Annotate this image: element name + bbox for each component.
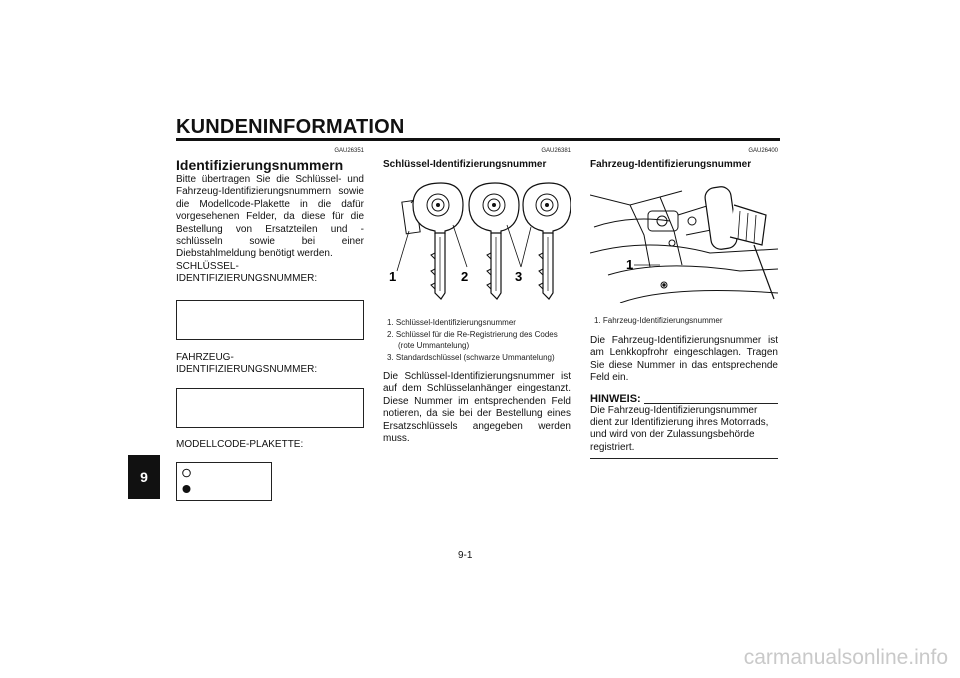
- vehicle-identification-section: [590, 146, 778, 459]
- section-code: GAU26351: [334, 148, 364, 154]
- leader-line-3: [507, 225, 531, 267]
- figure-label-1: 1: [389, 269, 397, 284]
- caption-item: 3. Standardschlüssel (schwarze Ummantelung): [387, 353, 555, 362]
- section-code: GAU26381: [541, 148, 571, 154]
- model-code-markers: [177, 463, 271, 500]
- figure-caption-list: [383, 317, 571, 363]
- open-circle-icon: [183, 469, 191, 477]
- figure-label-2: 2: [461, 269, 469, 284]
- figure-caption: 1. Fahrzeug-Identifizierungsnummer: [594, 316, 723, 325]
- section-heading: Schlüssel-Identifizierungsnummer: [383, 159, 547, 170]
- handlebar-grip-icon: [704, 185, 774, 299]
- chapter-tab: 9: [128, 455, 160, 499]
- leader-line-2: [453, 225, 467, 267]
- filled-circle-icon: [183, 485, 191, 493]
- header-rule: [176, 138, 780, 141]
- section-code: GAU26400: [748, 148, 778, 154]
- page-number: 9-1: [458, 550, 473, 561]
- note-heading-row: [590, 393, 778, 405]
- note-end-rule: [590, 458, 778, 459]
- caption-item: 2. Schlüssel für die Re-Registrierung des Codes (rote Ummantelung): [387, 330, 558, 350]
- vehicle-number-entry-box: [176, 388, 364, 428]
- key-identification-section: [383, 146, 571, 445]
- key-icon-1: [413, 183, 463, 299]
- intro-paragraph: Bitte übertragen Sie die Schlüssel- und Fahrzeug-Identifizierungsnummern sowie die Modellcode-Plakette in die dafür vorgesehenen Felder, da diese für die Bestellung von Ersatzteilen und -schlüsseln sowie bei einer Diebstahlmeldung benötigt werden.: [176, 174, 364, 260]
- keys-illustration: [383, 175, 571, 305]
- vehicle-number-label-line2: IDENTIFIZIERUNGSNUMMER:: [176, 364, 318, 376]
- model-code-entry-box: [176, 462, 272, 501]
- key-number-label-line2: IDENTIFIZIERUNGSNUMMER:: [176, 273, 318, 285]
- key-number-label-line1: SCHLÜSSEL-: [176, 260, 239, 272]
- leader-line-1: [397, 231, 409, 271]
- key-number-entry-box: [176, 300, 364, 340]
- figure-label-1: 1: [626, 257, 634, 272]
- section-heading: Fahrzeug-Identifizierungsnummer: [590, 159, 752, 170]
- key-number-paragraph: Die Schlüssel-Identifizierungsnummer ist auf dem Schlüsselanhänger eingestanzt. Diese Nummer im entsprechenden Feld notieren, da sie bei der Bestellung eines Ersatzschlüssels angegeben werden muss.: [383, 371, 571, 445]
- frame-line: [590, 191, 682, 205]
- steering-head-illustration: [590, 175, 778, 303]
- section-heading: Identifizierungsnummern: [176, 157, 344, 173]
- model-code-label: MODELLCODE-PLAKETTE:: [176, 439, 304, 451]
- vehicle-number-paragraph: Die Fahrzeug-Identifizierungsnummer ist am Lenkkopfrohr eingeschlagen. Tragen Sie diese Nummer in das entsprechende Feld ein.: [590, 335, 778, 384]
- caption-item: 1. Schlüssel-Identifizierungsnummer: [387, 318, 516, 327]
- note-body: Die Fahrzeug-Identifizierungsnummer dient zur Identifizierung ihres Motorrads, und wird von der Zulassungsbehörde registriert.: [590, 404, 769, 453]
- note-heading-rule: [644, 403, 778, 404]
- note-heading: HINWEIS:: [590, 392, 641, 405]
- figure-label-3: 3: [515, 269, 523, 284]
- vehicle-number-label-line1: FAHRZEUG-: [176, 351, 234, 363]
- watermark: carmanualsonline.info: [743, 646, 948, 669]
- identification-numbers-section: [176, 146, 364, 501]
- key-icon-3: [523, 183, 571, 299]
- key-icon-2: [469, 183, 519, 299]
- page-title: KUNDENINFORMATION: [176, 116, 405, 138]
